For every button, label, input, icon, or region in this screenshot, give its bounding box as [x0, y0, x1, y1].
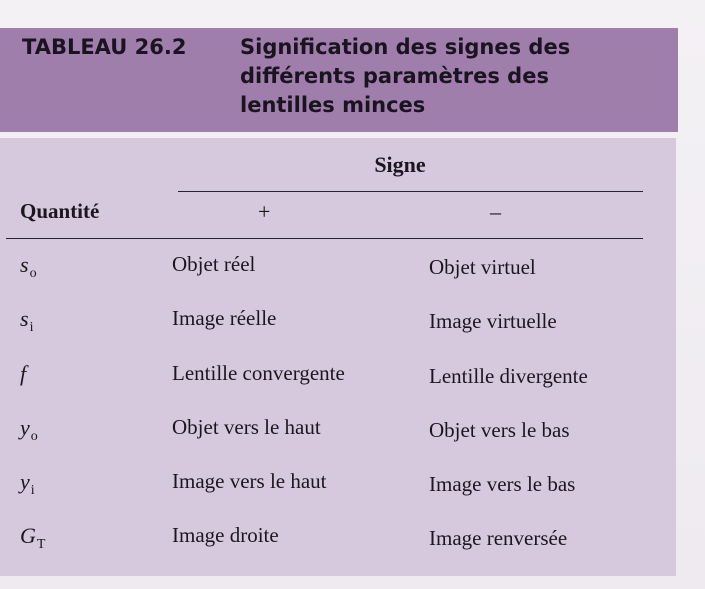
minus-column-header: – [490, 199, 501, 224]
negative-sign-meaning: Image renversée [429, 526, 568, 550]
table-body-background [0, 138, 676, 576]
positive-sign-meaning: Image vers le haut [172, 469, 327, 493]
header-rule-bottom [6, 238, 643, 239]
table-row [0, 252, 676, 292]
signe-column-group-header: Signe [374, 152, 426, 177]
negative-sign-meaning: Objet vers le bas [429, 418, 570, 442]
positive-sign-meaning: Objet réel [172, 252, 256, 276]
quantity-symbol: $G_T$ [20, 523, 46, 552]
quantity-symbol: $s_i$ [20, 306, 34, 335]
table-number: TABLEAU 26.2 [22, 35, 187, 59]
quantity-symbol: $s_o$ [20, 252, 37, 281]
quantity-column-header: Quantité [20, 199, 100, 223]
negative-sign-meaning: Image vers le bas [429, 472, 576, 496]
table-title [240, 33, 660, 120]
negative-sign-meaning: Image virtuelle [429, 309, 557, 333]
negative-sign-meaning: Objet virtuel [429, 255, 536, 279]
positive-sign-meaning: Image réelle [172, 306, 277, 330]
positive-sign-meaning: Objet vers le haut [172, 415, 321, 439]
table-row [0, 469, 676, 509]
table-title-line: lentilles minces [240, 93, 426, 117]
table-row [0, 361, 676, 401]
negative-sign-meaning: Lentille divergente [429, 364, 588, 388]
table-row [0, 415, 676, 455]
quantity-symbol: $y_o$ [20, 415, 38, 444]
quantity-symbol: $y_i$ [20, 469, 35, 498]
table-row [0, 306, 676, 346]
table-title-line: Signification des signes des [240, 35, 571, 59]
quantity-symbol: f [20, 361, 27, 386]
positive-sign-meaning: Image droite [172, 523, 279, 547]
plus-column-header: + [258, 199, 271, 224]
positive-sign-meaning: Lentille convergente [172, 361, 345, 385]
table-title-line: différents paramètres des [240, 64, 549, 88]
table-row [0, 523, 676, 563]
header-rule-top [178, 191, 643, 192]
